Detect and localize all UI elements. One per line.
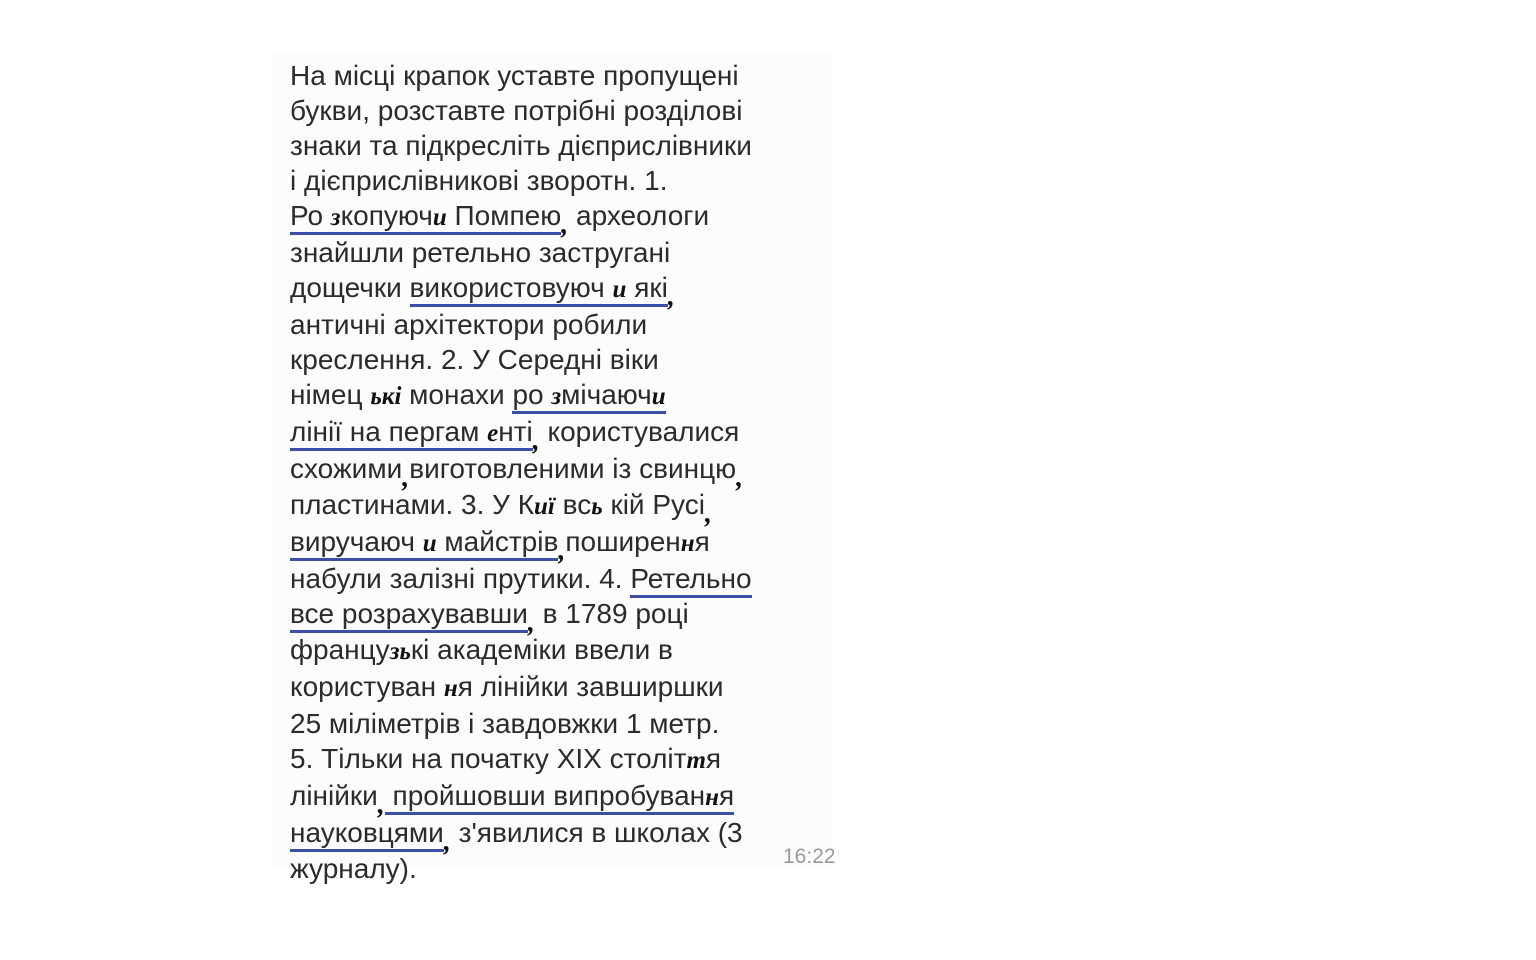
- text-fragment: нті: [498, 416, 533, 447]
- message-timestamp: 16:22: [783, 845, 836, 868]
- text-fragment: археологи: [568, 200, 710, 231]
- text-fragment: з'явилися в школах (3: [450, 817, 743, 848]
- underlined-phrase: [385, 780, 734, 815]
- underlined-phrase: [290, 200, 561, 235]
- handwritten-comma: ,: [561, 209, 569, 240]
- text-fragment: кі академіки ввели в: [410, 634, 673, 665]
- text-fragment: використовуюч: [409, 272, 613, 303]
- handwritten-comma: ,: [527, 607, 535, 638]
- handwritten-letter: иї: [534, 493, 555, 520]
- text-fragment: я: [719, 780, 735, 811]
- underlined-phrase: Ретельно: [630, 563, 751, 598]
- handwritten-comma: ,: [558, 535, 566, 566]
- text-line: [290, 596, 830, 638]
- text-line: [290, 377, 830, 414]
- handwritten-comma: ,: [532, 425, 540, 456]
- text-fragment: лінійки: [290, 780, 378, 811]
- handwritten-letter: и: [612, 276, 627, 303]
- message-text: [290, 58, 830, 886]
- handwritten-letter: і: [394, 383, 402, 410]
- handwritten-letter: н: [705, 784, 720, 811]
- text-line: [290, 414, 830, 456]
- text-fragment: поширен: [565, 526, 681, 557]
- text-fragment: францу: [290, 634, 390, 665]
- text-fragment: пройшовши випробуван: [384, 780, 706, 811]
- text-line: [290, 778, 830, 820]
- text-fragment: виручаюч: [290, 526, 423, 557]
- text-fragment: користувалися: [539, 416, 740, 447]
- underlined-phrase: [410, 272, 668, 307]
- handwritten-letter: и: [432, 204, 447, 231]
- text-fragment: вс: [554, 489, 592, 520]
- text-fragment: схожими: [290, 453, 403, 484]
- text-line: [290, 632, 830, 669]
- text-line: креслення. 2. У Середні віки: [290, 344, 659, 375]
- text-line: [290, 741, 830, 778]
- text-line: і дієприслівникові зворотн. 1.: [290, 165, 668, 196]
- handwritten-comma: ,: [704, 498, 712, 529]
- text-fragment: кій Русі: [602, 489, 705, 520]
- text-line: знайшли ретельно застругані: [290, 237, 671, 268]
- text-line: журналу).: [290, 853, 417, 884]
- text-fragment: виготовленими із свинцю: [409, 453, 737, 484]
- handwritten-letter: н: [680, 530, 695, 557]
- handwritten-comma: ,: [667, 281, 675, 312]
- handwritten-letter: и: [422, 530, 437, 557]
- text-fragment: копуюч: [340, 200, 433, 231]
- text-fragment: дощечки: [290, 272, 410, 303]
- text-fragment: ро: [512, 379, 552, 410]
- text-fragment: набули залізні прутики. 4.: [290, 563, 631, 594]
- text-fragment: Помпею: [446, 200, 562, 231]
- text-fragment: майстрів: [436, 526, 559, 557]
- handwritten-comma: ,: [736, 462, 744, 493]
- text-fragment: я лінійки завширшки: [457, 671, 724, 702]
- text-line: [290, 487, 830, 529]
- text-line: [290, 561, 830, 596]
- text-fragment: лінії на пергам: [290, 416, 488, 447]
- text-fragment: 5. Тільки на початку XIX століт: [290, 743, 687, 774]
- handwritten-letter: т: [686, 747, 706, 774]
- handwritten-comma: ,: [402, 462, 410, 493]
- handwritten-letter: е: [487, 420, 499, 447]
- underlined-phrase: [290, 416, 533, 451]
- handwritten-comma: ,: [443, 826, 451, 857]
- handwritten-comma: ,: [377, 789, 385, 820]
- underlined-phrase: все розрахувавши: [290, 598, 528, 633]
- text-fragment: я: [694, 526, 710, 557]
- text-line: [290, 198, 830, 240]
- text-fragment: мічаюч: [561, 379, 652, 410]
- text-fragment: німец: [290, 379, 371, 410]
- text-line: букви, розставте потрібні розділові: [290, 95, 743, 126]
- handwritten-letter: ь: [591, 493, 603, 520]
- text-line: [290, 524, 830, 566]
- text-line: [290, 669, 830, 706]
- text-line: 25 міліметрів і завдовжки 1 метр.: [290, 708, 720, 739]
- text-line: [290, 815, 830, 857]
- underlined-phrase: [512, 379, 665, 414]
- text-line: [290, 451, 830, 493]
- handwritten-letter: зь: [389, 638, 411, 665]
- underlined-phrase: науковцями: [290, 817, 444, 852]
- text-line: На місці крапок уставте пропущені: [290, 60, 739, 91]
- text-fragment: пластинами. 3. У К: [290, 489, 535, 520]
- underlined-phrase: [290, 526, 558, 561]
- text-fragment: які: [626, 272, 668, 303]
- text-line: античні архітектори робили: [290, 309, 648, 340]
- text-fragment: Ро: [290, 200, 331, 231]
- text-fragment: я: [705, 743, 722, 774]
- text-line: знаки та підкресліть дієприслівники: [290, 130, 752, 161]
- handwritten-letter: и: [651, 383, 666, 410]
- handwritten-letter: з: [551, 383, 562, 410]
- text-fragment: користуван: [290, 671, 444, 702]
- text-fragment: монахи: [401, 379, 513, 410]
- handwritten-letter: н: [443, 675, 458, 702]
- text-line: [290, 270, 830, 312]
- text-fragment: в 1789 році: [534, 598, 689, 629]
- handwritten-letter: з: [330, 204, 341, 231]
- handwritten-letter: ьк: [370, 383, 395, 410]
